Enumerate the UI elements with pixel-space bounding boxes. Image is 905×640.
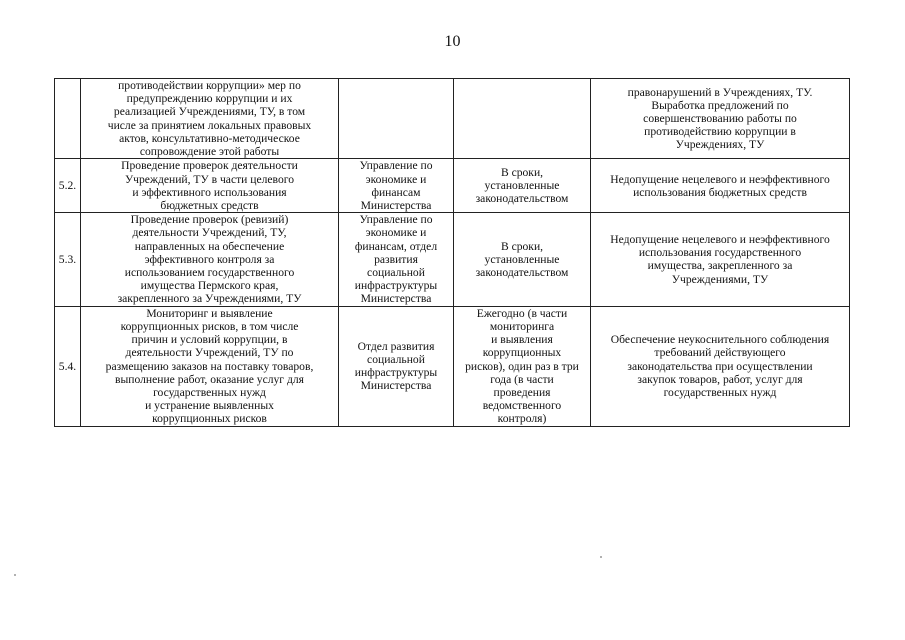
responsible-text: Управление по экономике и финансам Министерства (359, 159, 433, 212)
page-number: 10 (444, 33, 461, 50)
result-cell (591, 159, 850, 213)
term-cell (454, 79, 591, 159)
table-row (55, 213, 850, 306)
term-text: Ежегодно (в части мониторинга и выявления коррупционных рисков), один раз в три года (в части проведения ведомственного контроля) (465, 306, 579, 426)
responsible-cell (339, 159, 454, 213)
responsible-cell (339, 306, 454, 426)
term-cell (454, 159, 591, 213)
result-cell (591, 306, 850, 426)
table-row (55, 306, 850, 426)
activity-cell (81, 159, 339, 213)
activity-text: Проведение проверок деятельности Учреждений, ТУ в части целевого и эффективного использования бюджетных средств (121, 159, 298, 212)
result-cell (591, 79, 850, 159)
table-row (55, 159, 850, 213)
row-number: 5.4. (58, 359, 77, 373)
term-text: В сроки, установленные законодательством (475, 239, 569, 280)
responsible-cell (339, 79, 454, 159)
row-number-cell (55, 213, 81, 306)
activity-cell (81, 213, 339, 306)
row-number-cell (55, 306, 81, 426)
result-text: правонарушений в Учреждениях, ТУ. Выработка предложений по совершенствованию работы по противодействию коррупции в Учреждениях, ТУ (627, 85, 813, 152)
row-number: 5.3. (58, 252, 77, 266)
result-text: Недопущение нецелевого и неэффективного использования государственного имущества, закрепленного за Учреждениями, ТУ (610, 233, 830, 286)
result-text: Обеспечение неукоснительного соблюдения требований действующего законодательства при осуществлении закупок товаров, работ, услуг для государственных нужд (610, 333, 830, 399)
activity-text: противодействии коррупции» мер по предупреждению коррупции и их реализацией Учреждениями, ТУ, в том числе за принятием локальных правовых актов, консультативно-методическое сопровождение этой работы (107, 79, 312, 159)
anti-corruption-plan-table (54, 78, 850, 427)
term-cell (454, 306, 591, 426)
activity-cell (81, 306, 339, 426)
activity-text: Проведение проверок (ревизий) деятельности Учреждений, ТУ, направленных на обеспечение эффективного контроля за использованием государственного имущества Пермского края, закрепленного за Учреждениями, ТУ (117, 213, 302, 306)
responsible-text: Отдел развития социальной инфраструктуры Министерства (354, 339, 438, 393)
responsible-cell (339, 213, 454, 306)
activity-text: Мониторинг и выявление коррупционных рисков, в том числе причин и условий коррупции, в деятельности Учреждений, ТУ по размещению заказов на поставку товаров, выполнение работ, оказание услуг для государственных нужд и устранение выявленных коррупционных рисков (105, 306, 314, 426)
table-row (55, 79, 850, 159)
scan-speck (600, 556, 602, 558)
row-number-cell (55, 79, 81, 159)
row-number: 5.2. (58, 179, 77, 193)
scan-speck (14, 574, 16, 576)
responsible-text: Управление по экономике и финансам, отдел развития социальной инфраструктуры Министерства (354, 213, 438, 306)
activity-cell (81, 79, 339, 159)
term-text: В сроки, установленные законодательством (475, 165, 569, 206)
result-text: Недопущение нецелевого и неэффективного использования бюджетных средств (610, 172, 830, 199)
result-cell (591, 213, 850, 306)
row-number-cell (55, 159, 81, 213)
term-cell (454, 213, 591, 306)
